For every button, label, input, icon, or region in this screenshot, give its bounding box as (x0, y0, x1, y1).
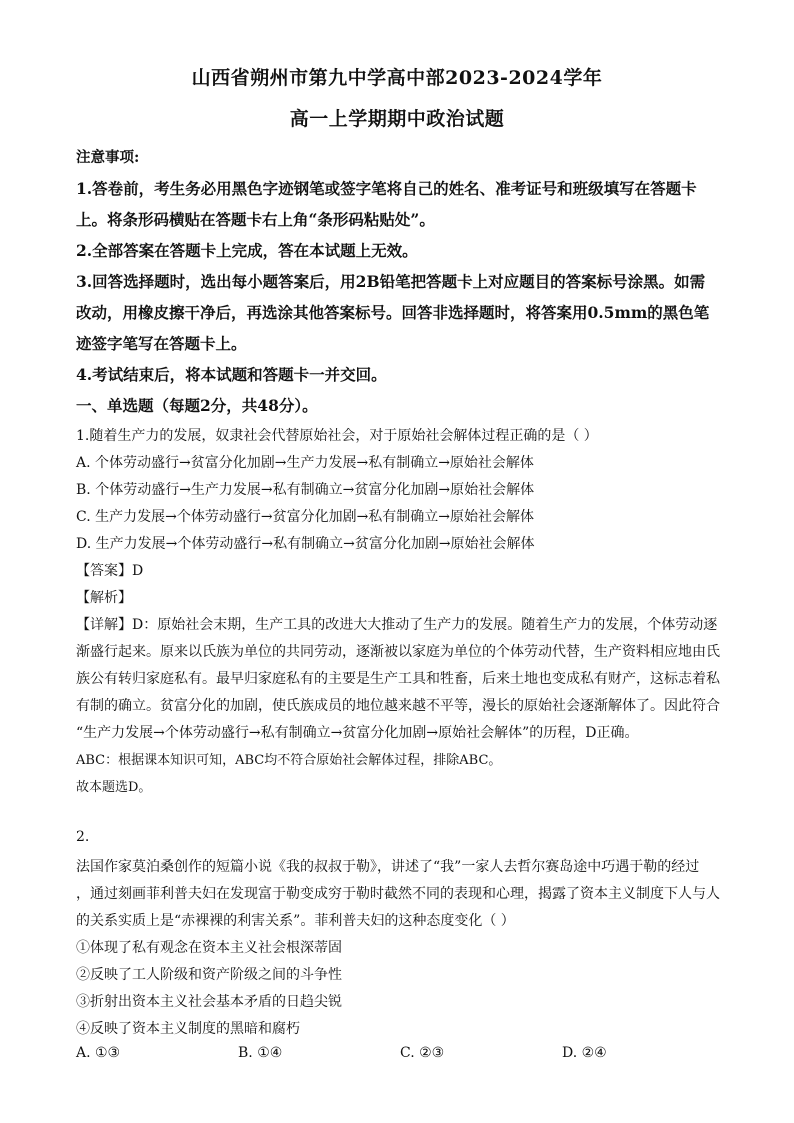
notice-heading: 注意事项: (76, 149, 140, 166)
q2-option-d: D. ②④ (562, 1045, 607, 1061)
notice-line: 4.考试结束后，将本试题和答题卡一并交回。 (76, 365, 387, 384)
notice-line: 改动，用橡皮擦干净后，再选涂其他答案标号。回答非选择题时，将答案用0.5mm的黑色笔 (76, 303, 710, 322)
section-heading: 一、单选题（每题2分，共48分）。 (76, 396, 318, 415)
q1-option-a: A. 个体劳动盛行→贫富分化加剧→生产力发展→私有制确立→原始社会解体 (76, 455, 534, 471)
notice-line: 上。将条形码横贴在答题卡右上角“条形码粘贴处”。 (76, 210, 435, 229)
q2-stem-line: ，通过刻画菲利普夫妇在发现富于勒变成穷于勒时截然不同的表现和心理，揭露了资本主义制度下人与人 (76, 886, 720, 902)
exam-title-line2: 高一上学期期中政治试题 (289, 108, 505, 130)
q2-number: 2. (76, 829, 90, 845)
q1-option-d: D. 生产力发展→个体劳动盛行→私有制确立→贫富分化加剧→原始社会解体 (76, 536, 535, 552)
notice-line: 3.回答选择题时，选出每小题答案后，用2B铅笔把答题卡上对应题目的答案标号涂黑。如需 (76, 272, 706, 291)
q1-detail-line: “生产力发展→个体劳动盛行→私有制确立→贫富分化加剧→原始社会解体”的历程，D正确。 (76, 725, 639, 741)
q1-detail-line: 渐盛行起来。原来以氏族为单位的共同劳动，逐渐被以家庭为单位的个体劳动代替，生产资料相应地由氏 (76, 644, 720, 660)
exam-title-line1: 山西省朔州市第九中学高中部2023-2024学年 (191, 67, 603, 89)
q1-detail-line: 【详解】D：原始社会末期，生产工具的改进大大推动了生产力的发展。随着生产力的发展，个体劳动逐 (76, 617, 718, 633)
notice-line: 2.全部答案在答题卡上完成，答在本试题上无效。 (76, 241, 418, 260)
q2-stem-line: 法国作家莫泊桑创作的短篇小说《我的叔叔于勒》，讲述了“我”一家人去哲尔赛岛途中巧遇于勒的经过 (76, 859, 700, 875)
q2-statement: ①体现了私有观念在资本主义社会根深蒂固 (76, 940, 342, 956)
notice-line: 迹签字笔写在答题卡上。 (76, 334, 247, 353)
q1-analysis-tag: 【解析】 (76, 590, 132, 606)
q1-abc-line: ABC：根据课本知识可知，ABC均不符合原始社会解体过程，排除ABC。 (76, 753, 502, 768)
q2-option-c: C. ②③ (400, 1045, 445, 1061)
notice-line: 1.答卷前，考生务必用黑色字迹钢笔或签字笔将自己的姓名、准考证号和班级填写在答题卡 (76, 179, 697, 198)
q2-option-b: B. ①④ (238, 1045, 283, 1061)
q1-option-c: C. 生产力发展→个体劳动盛行→贫富分化加剧→私有制确立→原始社会解体 (76, 509, 535, 525)
q1-option-b: B. 个体劳动盛行→生产力发展→私有制确立→贫富分化加剧→原始社会解体 (76, 482, 535, 498)
q1-stem: 1.随着生产力的发展，奴隶社会代替原始社会，对于原始社会解体过程正确的是（ ） (76, 428, 598, 444)
q2-statement: ④反映了资本主义制度的黑暗和腐朽 (76, 1021, 300, 1037)
q2-option-a: A. ①③ (76, 1045, 121, 1061)
q1-detail-line: 有制的确立。贫富分化的加剧，使氏族成员的地位越来越不平等，漫长的原始社会逐渐解体了。因此符合 (76, 698, 720, 714)
q2-statement: ③折射出资本主义社会基本矛盾的日趋尖锐 (76, 994, 342, 1010)
q1-answer: 【答案】D (76, 563, 144, 579)
q2-stem-line: 的关系实质上是“赤裸裸的利害关系”。菲利普夫妇的这种态度变化（ ） (76, 913, 515, 929)
q2-statement: ②反映了工人阶级和资产阶级之间的斗争性 (76, 967, 342, 983)
q1-detail-line: 族公有转归家庭私有。最早归家庭私有的主要是生产工具和牲畜，后来土地也变成私有财产，这标志着私 (76, 671, 720, 687)
q1-conclusion: 故本题选D。 (76, 780, 152, 795)
